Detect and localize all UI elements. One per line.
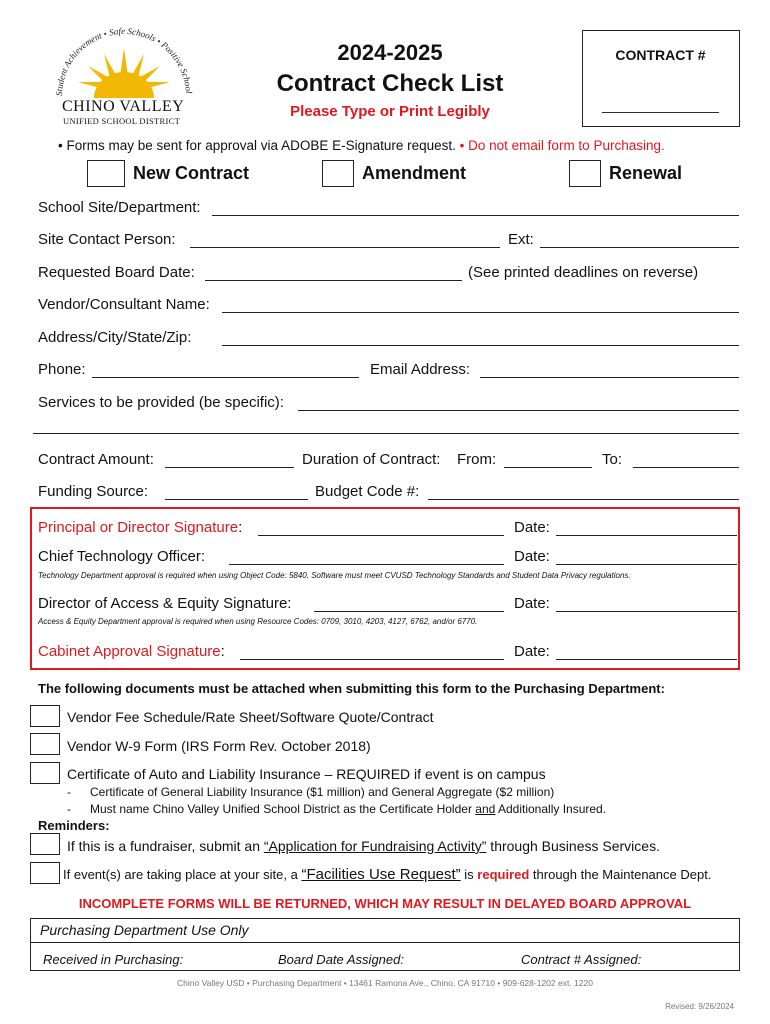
district-logo [48,18,198,130]
contract-number-label: CONTRACT # [615,47,706,63]
access-equity-date-label: Date: [514,595,550,612]
footer-address: Chino Valley USD • Purchasing Department • 13461 Ramona Ave., Chino, CA 91710 • 909-628-1202 ext. 1220 [177,978,593,988]
budget-code-field[interactable] [428,499,739,500]
reminder-1-checkbox[interactable] [30,833,60,855]
cabinet-signature-text: Cabinet Approval Signature [38,643,221,660]
principal-signature-field[interactable] [258,535,504,536]
attachment-3-label: Certificate of Auto and Liability Insurance – REQUIRED if event is on campus [67,766,546,782]
to-field[interactable] [633,467,739,468]
form-subtitle: Please Type or Print Legibly [290,103,490,120]
purchasing-divider [30,942,740,943]
principal-signature-text: Principal or Director Signature [38,519,239,536]
vendor-field[interactable] [222,312,739,313]
email-label: Email Address: [370,361,471,378]
amendment-label: Amendment [362,163,467,183]
principal-signature-label [38,519,242,536]
phone-field[interactable] [92,377,359,378]
sub-item-1-dash: - [67,785,71,799]
fundraising-link[interactable]: “Application for Fundraising Activity” [263,838,487,854]
board-date-field[interactable] [205,280,462,281]
new-contract-label: New Contract [133,163,250,183]
amendment-checkbox[interactable] [322,160,354,187]
esign-notice [58,138,665,153]
reminder-1-a: If this is a fundraiser, submit an [67,838,264,854]
purchasing-use-title: Purchasing Department Use Only [40,922,249,938]
site-contact-field[interactable] [190,247,500,248]
attachments-heading: The following documents must be attached when submitting this form to the Purchasing Department: [38,681,665,696]
services-field-line2[interactable] [33,433,739,434]
attachment-2-checkbox[interactable] [30,733,60,755]
ext-field[interactable] [540,247,739,248]
reminder-2-text [63,866,711,883]
school-site-label: School Site/Department: [38,199,201,216]
reminder-2-checkbox[interactable] [30,862,60,884]
reminder-2-required: required [477,867,530,882]
contract-number-blank: _______________ [602,97,719,113]
access-equity-signature-field[interactable] [314,611,504,612]
budget-code-label: Budget Code #: [315,483,420,500]
no-email-notice: • Do not email form to Purchasing. [459,138,665,153]
sub-item-2-text-c: Additionally Insured. [495,802,607,816]
renewal-label: Renewal [609,163,683,183]
cto-date-label: Date: [514,548,550,565]
access-equity-date-field[interactable] [556,611,737,612]
access-equity-signature-label: Director of Access & Equity Signature: [38,595,292,612]
logo-name: CHINO VALLEY [62,98,185,115]
reminder-2-c: is [460,867,478,882]
principal-date-field[interactable] [556,535,737,536]
contract-amount-field[interactable] [165,467,294,468]
cabinet-date-field[interactable] [556,659,737,660]
sub-item-2-text-a: Must name Chino Valley Unified School District as the Certificate Holder [90,802,476,816]
funding-source-field[interactable] [165,499,308,500]
cabinet-colon: : [220,643,225,660]
access-equity-note: Access & Equity Department approval is required when using Resource Codes: 0709, 3010, 4203, 4127, 6762, and/or 6770. [38,617,478,626]
cto-signature-label: Chief Technology Officer: [38,548,206,565]
sub-item-2-dash: - [67,802,71,816]
address-field[interactable] [222,345,739,346]
board-date-label: Requested Board Date: [38,264,195,281]
cabinet-signature-label [38,643,225,660]
sub-item-2-text-b: and [475,802,496,816]
facilities-use-link[interactable]: “Facilities Use Request” [301,866,461,883]
reminder-2-e: through the Maintenance Dept. [529,867,712,882]
address-label: Address/City/State/Zip: [38,329,192,346]
attachment-2-label: Vendor W-9 Form (IRS Form Rev. October 2018) [67,738,371,754]
to-label: To: [602,451,623,468]
incomplete-forms-warning: INCOMPLETE FORMS WILL BE RETURNED, WHICH MAY RESULT IN DELAYED BOARD APPROVAL [78,896,692,911]
vendor-label: Vendor/Consultant Name: [38,296,210,313]
tech-approval-note: Technology Department approval is required when using Object Code: 5840. Software must meet CVUSD Technology Standards and Student Data Privacy regulations. [38,571,631,580]
board-date-note: (See printed deadlines on reverse) [468,264,699,281]
cto-date-field[interactable] [556,564,737,565]
email-field[interactable] [480,377,739,378]
renewal-checkbox[interactable] [569,160,601,187]
form-year: 2024-2025 [337,40,443,65]
sub-item-1: Certificate of General Liability Insurance ($1 million) and General Aggregate ($2 million) [90,785,555,799]
attachment-1-checkbox[interactable] [30,705,60,727]
cabinet-signature-field[interactable] [240,659,504,660]
reminder-2-a: If event(s) are taking place at your site, a [63,867,302,882]
site-contact-label: Site Contact Person: [38,231,176,248]
phone-label: Phone: [38,361,86,378]
new-contract-checkbox[interactable] [87,160,125,187]
logo-subname: UNIFIED SCHOOL DISTRICT [63,116,181,126]
cto-signature-field[interactable] [229,564,504,565]
cabinet-date-label: Date: [514,643,550,660]
contract-number-box[interactable] [582,30,740,127]
reminder-1-c: through Business Services. [486,838,660,854]
principal-colon: : [238,519,243,536]
principal-date-label: Date: [514,519,550,536]
services-field[interactable] [298,410,739,411]
reminder-1-text [67,838,660,854]
logo-arc-text: Student Achievement • Safe Schools • Positive School [53,25,194,97]
board-date-assigned-label: Board Date Assigned: [278,952,404,967]
ext-label: Ext: [508,231,534,248]
form-title: Contract Check List [276,70,504,97]
attachment-1-label: Vendor Fee Schedule/Rate Sheet/Software Quote/Contract [67,709,434,725]
received-in-purchasing-label: Received in Purchasing: [43,952,184,967]
from-field[interactable] [504,467,592,468]
revised-date: Revised: 9/26/2024 [665,1002,734,1011]
duration-label: Duration of Contract: [302,451,441,468]
contract-amount-label: Contract Amount: [38,451,154,468]
attachment-3-checkbox[interactable] [30,762,60,784]
services-label: Services to be provided (be specific): [38,394,284,411]
school-site-field[interactable] [212,215,739,216]
from-label: From: [457,451,497,468]
funding-source-label: Funding Source: [38,483,149,500]
reminders-heading: Reminders: [38,818,110,833]
contract-number-assigned-label: Contract # Assigned: [521,952,642,967]
esign-notice-text: • Forms may be sent for approval via ADOBE E-Signature request. [58,138,456,153]
sub-item-2 [90,802,606,816]
